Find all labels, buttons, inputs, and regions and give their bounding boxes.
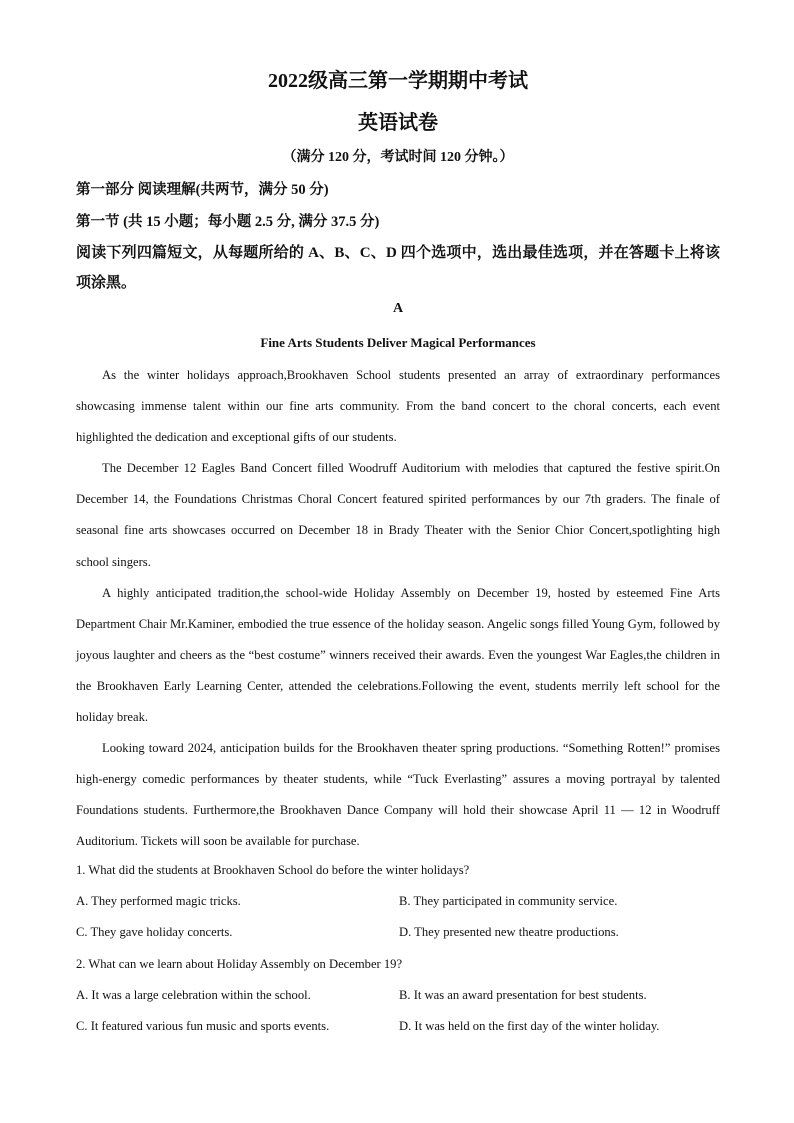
option-a[interactable]: A. They performed magic tricks.	[76, 894, 241, 908]
paragraph: A highly anticipated tradition,the school-wide Holiday Assembly on December 19, hosted by esteemed Fine Arts Department Chair Mr.Kaminer, embodied the true essence of the holiday season. Angelic songs filled Young Gym, followed by joyous laughter and cheers as the “best costume” winners received their awards. Even the youngest War Eagles,the children in the Brookhaven Early Learning Center, attended the celebrations.Following the event, students merrily left school for the holiday break.	[76, 585, 720, 725]
exam-subject: 英语试卷	[358, 112, 438, 134]
option-a[interactable]: A. It was a large celebration within the school.	[76, 988, 311, 1002]
exam-note: （满分 120 分，考试时间 120 分钟。）	[282, 150, 514, 165]
question-stem: 1. What did the students at Brookhaven School do before the winter holidays?	[76, 863, 470, 877]
option-d[interactable]: D. It was held on the first day of the winter holiday.	[399, 1019, 660, 1033]
part-heading: 第一部分 阅读理解(共两节，满分 50 分)	[76, 182, 329, 198]
option-c[interactable]: C. It featured various fun music and sports events.	[76, 1019, 330, 1033]
option-d[interactable]: D. They presented new theatre productions.	[399, 925, 619, 939]
option-b[interactable]: B. They participated in community service.	[399, 894, 618, 908]
passage-letter: A	[392, 301, 404, 316]
passage-title: Fine Arts Students Deliver Magical Performances	[260, 335, 536, 350]
paragraph: The December 12 Eagles Band Concert filled Woodruff Auditorium with melodies that captured the festive spirit.On December 14, the Foundations Christmas Choral Concert featured spirited performances by our 7th graders. The finale of seasonal fine arts showcases occurred on December 18 in Brady Theater with the Senior Chior Concert,spotlighting high school singers.	[76, 461, 720, 569]
paragraph: Looking toward 2024, anticipation builds for the Brookhaven theater spring productions. “Something Rotten!” promises high-energy comedic performances by theater students, while “Tuck Everlasting” assures a moving portrayal by talented Foundations students. Furthermore,the Brookhaven Dance Company will hold their showcase April 11 — 12 in Woodruff Auditorium. Tickets will soon be available for purchase.	[76, 741, 720, 849]
option-c[interactable]: C. They gave holiday concerts.	[76, 925, 233, 939]
subsection-heading: 第一节 (共 15 小题；每小题 2.5 分, 满分 37.5 分)	[76, 214, 380, 230]
paragraph: As the winter holidays approach,Brookhaven School students presented an array of extraordinary performances showcasing immense talent within our fine arts community. From the band concert to the choral concerts, each event highlighted the dedication and exceptional gifts of our students.	[76, 368, 720, 445]
instructions: 阅读下列四篇短文，从每题所给的 A、B、C、D 四个选项中，选出最佳选项，并在答题卡上将该项涂黑。	[76, 245, 720, 291]
passage-body	[76, 360, 720, 858]
exam-title: 2022级高三第一学期期中考试	[268, 70, 528, 92]
option-b[interactable]: B. It was an award presentation for best students.	[399, 988, 647, 1002]
question-stem: 2. What can we learn about Holiday Assembly on December 19?	[76, 957, 403, 971]
